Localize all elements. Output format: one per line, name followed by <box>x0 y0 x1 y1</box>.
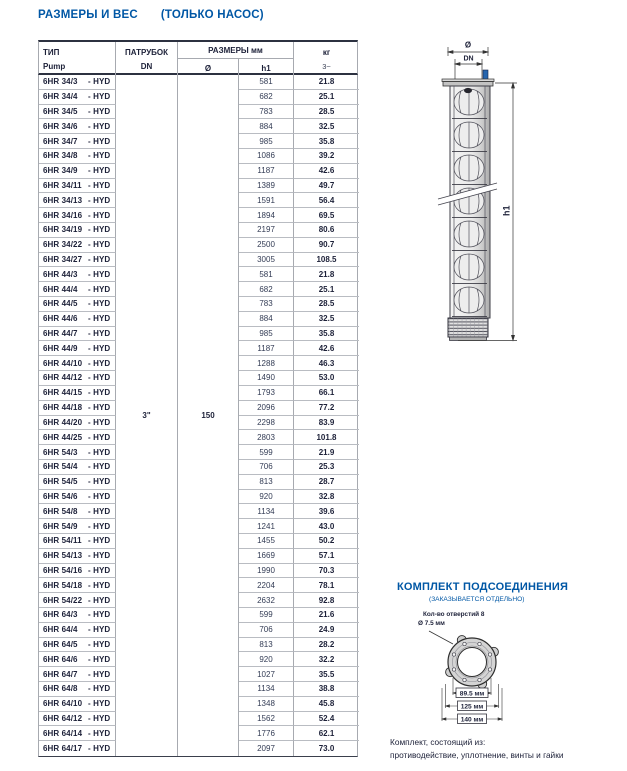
weight-value-cell: 90.7 <box>294 238 359 253</box>
dim-outer-label: 140 мм <box>460 716 484 724</box>
pump-dimension-drawing <box>398 33 563 348</box>
connection-kit-footer <box>390 736 563 761</box>
weight-value-cell: 52.4 <box>294 712 359 727</box>
weight-value-cell: 35.5 <box>294 667 359 682</box>
weight-value-cell: 32.5 <box>294 312 359 327</box>
pump-type-cell: 6HR 44/12 - HYD <box>39 371 116 386</box>
pump-type-cell: 6HR 64/6 - HYD <box>39 652 116 667</box>
pump-type-cell: 6HR 64/4 - HYD <box>39 623 116 638</box>
weight-value-cell: 35.8 <box>294 327 359 342</box>
h1-value-cell: 2197 <box>239 223 294 238</box>
kit-footer-line1: Комплект, состоящий из: <box>390 737 486 747</box>
pump-type-cell: 6HR 44/3 - HYD <box>39 267 116 282</box>
h1-value-cell: 1669 <box>239 549 294 564</box>
h1-value-cell: 985 <box>239 134 294 149</box>
suction-strainer <box>448 318 488 337</box>
weight-value-cell: 57.1 <box>294 549 359 564</box>
h1-value-cell: 1134 <box>239 504 294 519</box>
pump-type-cell: 6HR 34/3 - HYD <box>39 75 116 90</box>
h1-value-cell: 2096 <box>239 401 294 416</box>
h1-value-cell: 2097 <box>239 741 294 756</box>
h1-value-cell: 581 <box>239 267 294 282</box>
dn-label: DN <box>463 55 474 63</box>
weight-value-cell: 83.9 <box>294 416 359 431</box>
pump-type-cell: 6HR 54/5 - HYD <box>39 475 116 490</box>
h1-value-cell: 985 <box>239 327 294 342</box>
pump-type-cell: 6HR 64/3 - HYD <box>39 608 116 623</box>
header-weight-sub: 3~ <box>322 62 331 72</box>
h1-value-cell: 1288 <box>239 356 294 371</box>
weight-value-cell: 66.1 <box>294 386 359 401</box>
pump-type-cell: 6HR 44/5 - HYD <box>39 297 116 312</box>
pump-type-cell: 6HR 54/11 - HYD <box>39 534 116 549</box>
weight-value-cell: 32.8 <box>294 490 359 505</box>
weight-value-cell: 43.0 <box>294 519 359 534</box>
pump-type-cell: 6HR 44/15 - HYD <box>39 386 116 401</box>
h1-value-cell: 1187 <box>239 164 294 179</box>
h1-value-cell: 706 <box>239 460 294 475</box>
weight-value-cell: 39.2 <box>294 149 359 164</box>
dim-inner-label: 89.5 мм <box>459 690 485 698</box>
h1-value-cell: 920 <box>239 490 294 505</box>
weight-value-cell: 32.5 <box>294 119 359 134</box>
h1-value-cell: 813 <box>239 638 294 653</box>
pump-type-cell: 6HR 44/6 - HYD <box>39 312 116 327</box>
h1-value-cell: 1241 <box>239 519 294 534</box>
h1-value-cell: 884 <box>239 312 294 327</box>
header-dn-en: DN <box>140 62 153 72</box>
pump-type-cell: 6HR 54/13 - HYD <box>39 549 116 564</box>
h1-value-cell: 1187 <box>239 341 294 356</box>
weight-value-cell: 108.5 <box>294 253 359 268</box>
weight-value-cell: 42.6 <box>294 341 359 356</box>
h1-value-cell: 1086 <box>239 149 294 164</box>
weight-value-cell: 28.5 <box>294 105 359 120</box>
h1-value-cell: 783 <box>239 297 294 312</box>
weight-value-cell: 24.9 <box>294 623 359 638</box>
pump-type-cell: 6HR 64/10 - HYD <box>39 697 116 712</box>
pump-type-cell: 6HR 54/16 - HYD <box>39 564 116 579</box>
header-dimensions-group <box>178 42 294 59</box>
pump-type-cell: 6HR 44/18 - HYD <box>39 401 116 416</box>
header-type-ru: ТИП <box>43 47 60 57</box>
h1-value-cell: 2204 <box>239 578 294 593</box>
header-weight <box>294 42 359 77</box>
weight-value-cell: 53.0 <box>294 371 359 386</box>
h1-value-cell: 599 <box>239 608 294 623</box>
h1-value-cell: 2298 <box>239 416 294 431</box>
h1-value-cell: 783 <box>239 105 294 120</box>
weight-value-cell: 25.1 <box>294 90 359 105</box>
pump-type-cell: 6HR 34/8 - HYD <box>39 149 116 164</box>
h1-value-cell: 599 <box>239 445 294 460</box>
weight-value-cell: 21.8 <box>294 75 359 90</box>
weight-value-cell: 73.0 <box>318 744 335 754</box>
h1-label: h1 <box>501 205 512 216</box>
weight-value-cell: 42.6 <box>294 164 359 179</box>
h1-value-cell: 1894 <box>239 208 294 223</box>
weight-value-cell: 35.8 <box>294 134 359 149</box>
weight-value-cell: 77.2 <box>294 401 359 416</box>
header-weight-label: кг <box>322 47 331 57</box>
weight-value-cell: 70.3 <box>294 564 359 579</box>
weight-value-cell: 39.6 <box>294 504 359 519</box>
hole-diameter-label: Ø 7.5 мм <box>418 619 445 627</box>
weight-value-cell: 28.5 <box>294 297 359 312</box>
h1-value-cell: 920 <box>239 652 294 667</box>
pump-type-cell: 6HR 44/20 - HYD <box>39 416 116 431</box>
page-title <box>38 9 264 21</box>
pump-type-cell: 6HR 34/5 - HYD <box>39 105 116 120</box>
diameter-label: Ø <box>464 40 472 50</box>
h1-value-cell: 682 <box>239 282 294 297</box>
header-type-en: Pump <box>43 62 66 72</box>
weight-value-cell: 32.2 <box>294 652 359 667</box>
weight-value-cell: 80.6 <box>294 223 359 238</box>
h1-value-cell: 1793 <box>239 386 294 401</box>
h1-value-cell: 1134 <box>239 682 294 697</box>
merged-dn-cell: 3" <box>116 75 178 756</box>
pump-type-cell: 6HR 34/9 - HYD <box>39 164 116 179</box>
pump-type-cell: 6HR 64/5 - HYD <box>39 638 116 653</box>
pump-type-cell: 6HR 44/10 - HYD <box>39 356 116 371</box>
pump-type-cell: 6HR 44/4 - HYD <box>39 282 116 297</box>
h1-value-cell: 2500 <box>239 238 294 253</box>
header-diameter-label: Ø <box>204 63 212 73</box>
connection-kit-holes-label <box>418 611 484 628</box>
pump-type-cell: 6HR 64/17 - HYD <box>39 741 116 756</box>
h1-value-cell: 1990 <box>239 564 294 579</box>
spec-table-header <box>38 40 358 75</box>
flange <box>446 636 499 689</box>
weight-value-cell: 56.4 <box>294 193 359 208</box>
h1-value-cell: 1490 <box>239 371 294 386</box>
weight-value-cell: 62.1 <box>294 726 359 741</box>
merged-diameter-cell: 150 <box>178 75 239 756</box>
weight-value-cell: 78.1 <box>294 578 359 593</box>
pump-body <box>438 70 497 340</box>
weight-value-cell: 49.7 <box>294 179 359 194</box>
header-dn <box>116 42 178 77</box>
pump-type-cell: 6HR 54/4 - HYD <box>39 460 116 475</box>
h1-value-cell: 1389 <box>239 179 294 194</box>
connection-kit-subtitle: (ЗАКАЗЫВАЕТСЯ ОТДЕЛЬНО) <box>429 596 525 603</box>
weight-value-cell: 25.3 <box>294 460 359 475</box>
top-screw <box>464 88 472 93</box>
spec-table-body <box>38 75 358 757</box>
pump-type-cell: 6HR 54/8 - HYD <box>39 504 116 519</box>
pump-type-cell: 6HR 54/9 - HYD <box>39 519 116 534</box>
weight-value-cell: 92.8 <box>294 593 359 608</box>
leader-line <box>429 631 453 644</box>
h1-value-cell: 1348 <box>239 697 294 712</box>
weight-value-cell: 25.1 <box>294 282 359 297</box>
pump-type-cell: 6HR 64/12 - HYD <box>39 712 116 727</box>
weight-value-cell: 21.9 <box>294 445 359 460</box>
header-type <box>39 42 116 77</box>
pump-type-cell: 6HR 44/7 - HYD <box>39 327 116 342</box>
pump-type-cell: 6HR 34/27 - HYD <box>39 253 116 268</box>
pump-type-cell: 6HR 34/6 - HYD <box>39 119 116 134</box>
pump-type-cell: 6HR 34/22 - HYD <box>39 238 116 253</box>
weight-value-cell: 38.8 <box>294 682 359 697</box>
pump-type-cell: 6HR 34/11 - HYD <box>39 179 116 194</box>
header-dims-label: РАЗМЕРЫ мм <box>208 45 263 55</box>
pump-type-cell: 6HR 34/19 - HYD <box>39 223 116 238</box>
pump-type-cell: 6HR 64/8 - HYD <box>39 682 116 697</box>
page-title-main: РАЗМЕРЫ И ВЕС <box>38 9 138 21</box>
h1-value-cell: 884 <box>239 119 294 134</box>
pump-type-cell: 6HR 64/14 - HYD <box>39 726 116 741</box>
page-title-sub: (ТОЛЬКО НАСОС) <box>160 9 264 21</box>
weight-value-cell: 28.2 <box>294 638 359 653</box>
weight-value-cell: 45.8 <box>294 697 359 712</box>
h1-value-cell: 1455 <box>239 534 294 549</box>
pump-type-cell: 6HR 34/13 - HYD <box>39 193 116 208</box>
h1-value-cell: 706 <box>239 623 294 638</box>
header-dn-ru: ПАТРУБОК <box>124 47 169 57</box>
h1-value-cell: 3005 <box>239 253 294 268</box>
holes-count-label: Кол-во отверстий 8 <box>423 611 485 618</box>
weight-value-cell: 101.8 <box>294 430 359 445</box>
pump-type-cell: 6HR 44/9 - HYD <box>39 341 116 356</box>
h1-value-cell: 581 <box>239 75 294 90</box>
h1-value-cell: 2803 <box>239 430 294 445</box>
weight-value-cell: 21.6 <box>294 608 359 623</box>
pump-type-cell: 6HR 34/4 - HYD <box>39 90 116 105</box>
pump-type-cell: 6HR 54/3 - HYD <box>39 445 116 460</box>
weight-value-cell: 69.5 <box>294 208 359 223</box>
h1-value-cell: 1027 <box>239 667 294 682</box>
pump-type-cell: 6HR 34/7 - HYD <box>39 134 116 149</box>
pump-type-cell: 6HR 64/7 - HYD <box>39 667 116 682</box>
h1-value-cell: 1591 <box>239 193 294 208</box>
h1-value-cell: 813 <box>239 475 294 490</box>
pump-type-cell: 6HR 44/25 - HYD <box>39 430 116 445</box>
weight-value-cell: 28.7 <box>294 475 359 490</box>
h1-value-cell: 1776 <box>239 726 294 741</box>
connection-kit-title: КОМПЛЕКТ ПОДСОЕДИНЕНИЯ <box>397 581 569 593</box>
kit-footer-line2: противодействие, уплотнение, винты и гайки <box>390 749 564 760</box>
flange-dimension-labels <box>456 688 488 724</box>
pump-type-cell: 6HR 54/22 - HYD <box>39 593 116 608</box>
weight-value-cell: 50.2 <box>294 534 359 549</box>
weight-value-cell: 46.3 <box>294 356 359 371</box>
pump-type-cell: 6HR 34/16 - HYD <box>39 208 116 223</box>
pump-type-cell: 6HR 54/6 - HYD <box>39 490 116 505</box>
header-h1-label: h1 <box>261 63 271 73</box>
pump-type-cell: 6HR 54/18 - HYD <box>39 578 116 593</box>
h1-value-cell: 682 <box>239 90 294 105</box>
flange-drawing <box>425 630 525 732</box>
h1-value-cell: 1562 <box>239 712 294 727</box>
weight-value-cell: 21.8 <box>294 267 359 282</box>
h1-value-cell: 2632 <box>239 593 294 608</box>
dim-middle-label: 125 мм <box>460 703 484 711</box>
